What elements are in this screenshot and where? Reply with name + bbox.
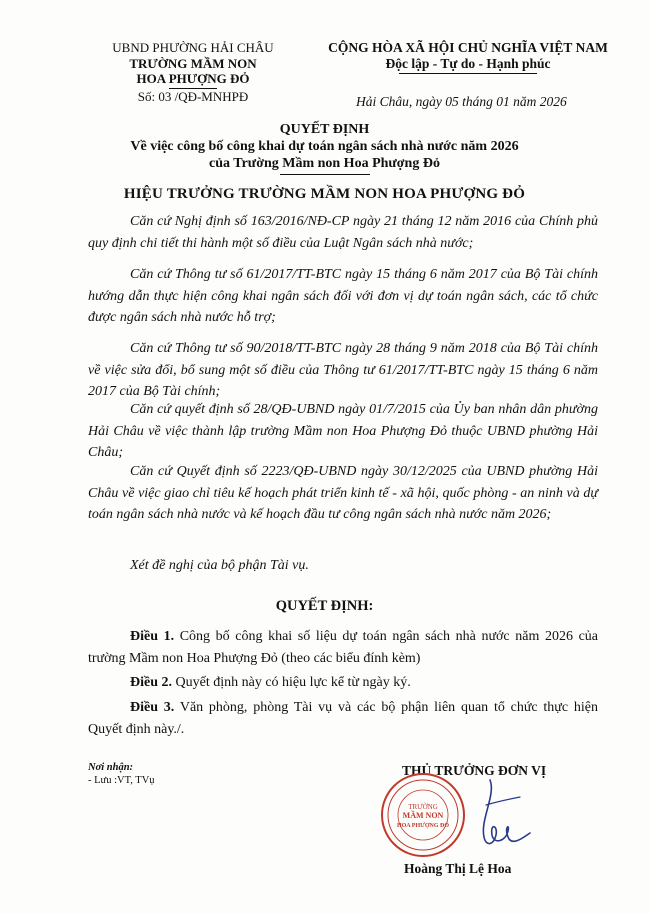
article-text-rest: hiện Quyết định này./. — [88, 700, 599, 737]
preamble-first-line: Căn cứ Thông tư số 90/2018/TT-BTC ngày 28 tháng 9 năm 2018 của Bộ Tài — [130, 341, 563, 356]
article-text: Quyết định này có hiệu lực kể từ ngày ký. — [172, 675, 411, 690]
preamble-first-line: Xét đề nghị của bộ phận Tài vụ. — [130, 558, 309, 573]
issuing-agency-block — [100, 40, 286, 104]
decision-title: QUYẾT ĐỊNH — [279, 122, 370, 137]
article-text-rest: của trường Mầm non Hoa Phượng Đỏ (theo các biểu đính kèm) — [88, 629, 599, 666]
preamble-first-line: Căn cứ Quyết định số 2223/QĐ-UBND ngày 30/12/2025 của UBND phường — [130, 464, 573, 479]
article-3 — [88, 697, 598, 740]
issue-date: Hải Châu, ngày 05 tháng 01 năm 2026 — [356, 94, 567, 109]
issuing-authority: HIỆU TRƯỞNG TRƯỜNG MẦM NON HOA PHƯỢNG ĐỎ — [123, 186, 526, 202]
handwritten-signature-icon — [450, 775, 540, 855]
national-title-block — [318, 40, 618, 74]
preamble-paragraph — [88, 338, 598, 403]
decide-heading: QUYẾT ĐỊNH: — [275, 598, 374, 614]
agency-line-2: TRƯỜNG MẦM NON — [129, 55, 257, 71]
article-label: Điều 3. — [130, 700, 175, 715]
article-text: Công bố công khai số liệu dự toán ngân sách nhà nước năm 2026 — [174, 629, 573, 644]
preamble-first-line: Căn cứ quyết định số 28/QĐ-UBND ngày 01/7/2015 của Ủy ban nhân dân — [130, 402, 552, 417]
preamble-first-line: Căn cứ Nghị định số 163/2016/NĐ-CP ngày 21 tháng 12 năm 2016 của — [130, 214, 536, 229]
preamble-first-line: Căn cứ Thông tư số 61/2017/TT-BTC ngày 15 tháng 6 năm 2017 của Bộ Tài — [130, 267, 563, 282]
preamble-paragraph — [88, 555, 598, 577]
recipients-label: Nơi nhận: — [88, 762, 134, 773]
decision-title-block — [60, 121, 589, 175]
preamble-rest: chính hướng dẫn thực hiện công khai ngân sách đối với đơn vị dự toán ngân sách, các tổ chức được ngân sách nhà nước hỗ trợ; — [88, 267, 599, 325]
recipients-block — [88, 761, 155, 787]
signer-name: Hoàng Thị Lệ Hoa — [404, 861, 512, 876]
stamp-text-2: MẦM NON — [402, 811, 444, 820]
article-label: Điều 1. — [130, 629, 175, 644]
preamble-rest: phường Hải Châu về việc thành lập trường Mầm non Hoa Phượng Đỏ thuộc UBND phường Hải Châu; — [88, 402, 599, 460]
title-underline — [280, 174, 370, 175]
decision-subject-line-1: Về việc công bố công khai dự toán ngân sách nhà nước năm 2026 — [130, 139, 519, 154]
article-text: Văn phòng, phòng Tài vụ và các bộ phận liên quan tổ chức thực — [174, 700, 569, 715]
article-label: Điều 2. — [130, 675, 172, 690]
agency-line-1: UBND PHƯỜNG HẢI CHÂU — [112, 40, 274, 55]
preamble-paragraph — [88, 264, 598, 329]
preamble-paragraph — [88, 399, 598, 464]
preamble-rest: chính về việc sửa đổi, bổ sung một số điều của Thông tư 61/2017/TT-BTC ngày 15 tháng 6 năm 2017 của Bộ Tài chính; — [88, 341, 599, 399]
preamble-rest: Chính phủ quy định chi tiết thi hành một số điều của Luật Ngân sách nhà nước; — [88, 214, 599, 251]
national-motto: Độc lập - Tự do - Hạnh phúc — [385, 56, 551, 71]
preamble-paragraph — [88, 461, 598, 526]
preamble-rest: Hải Châu về việc giao chỉ tiêu kế hoạch phát triển kinh tế - xã hội, quốc phòng - an ninh và dự toán ngân sách nhà nước và kế hoạch đầu tư công ngân sách nhà nước năm 2026; — [88, 464, 598, 522]
signatory-title: THỦ TRƯỞNG ĐƠN VỊ — [402, 763, 547, 778]
decision-subject-line-2: của Trường Mầm non Hoa Phượng Đỏ — [209, 156, 440, 171]
preamble-paragraph — [88, 211, 598, 254]
document-number: Số: 03 /QĐ-MNHPĐ — [137, 88, 249, 104]
article-2 — [88, 672, 598, 694]
agency-line-3: HOA PHƯỢNG ĐỎ — [136, 71, 250, 86]
motto-underline — [399, 73, 537, 74]
recipient-item: - Lưu :VT, TVụ — [88, 775, 155, 786]
national-name: CỘNG HÒA XÃ HỘI CHỦ NGHĨA VIỆT NAM — [328, 40, 608, 55]
article-1 — [88, 626, 598, 669]
stamp-text-1: TRƯỜNG — [408, 803, 438, 811]
stamp-text-3: HOA PHƯỢNG ĐỎ — [396, 823, 450, 829]
